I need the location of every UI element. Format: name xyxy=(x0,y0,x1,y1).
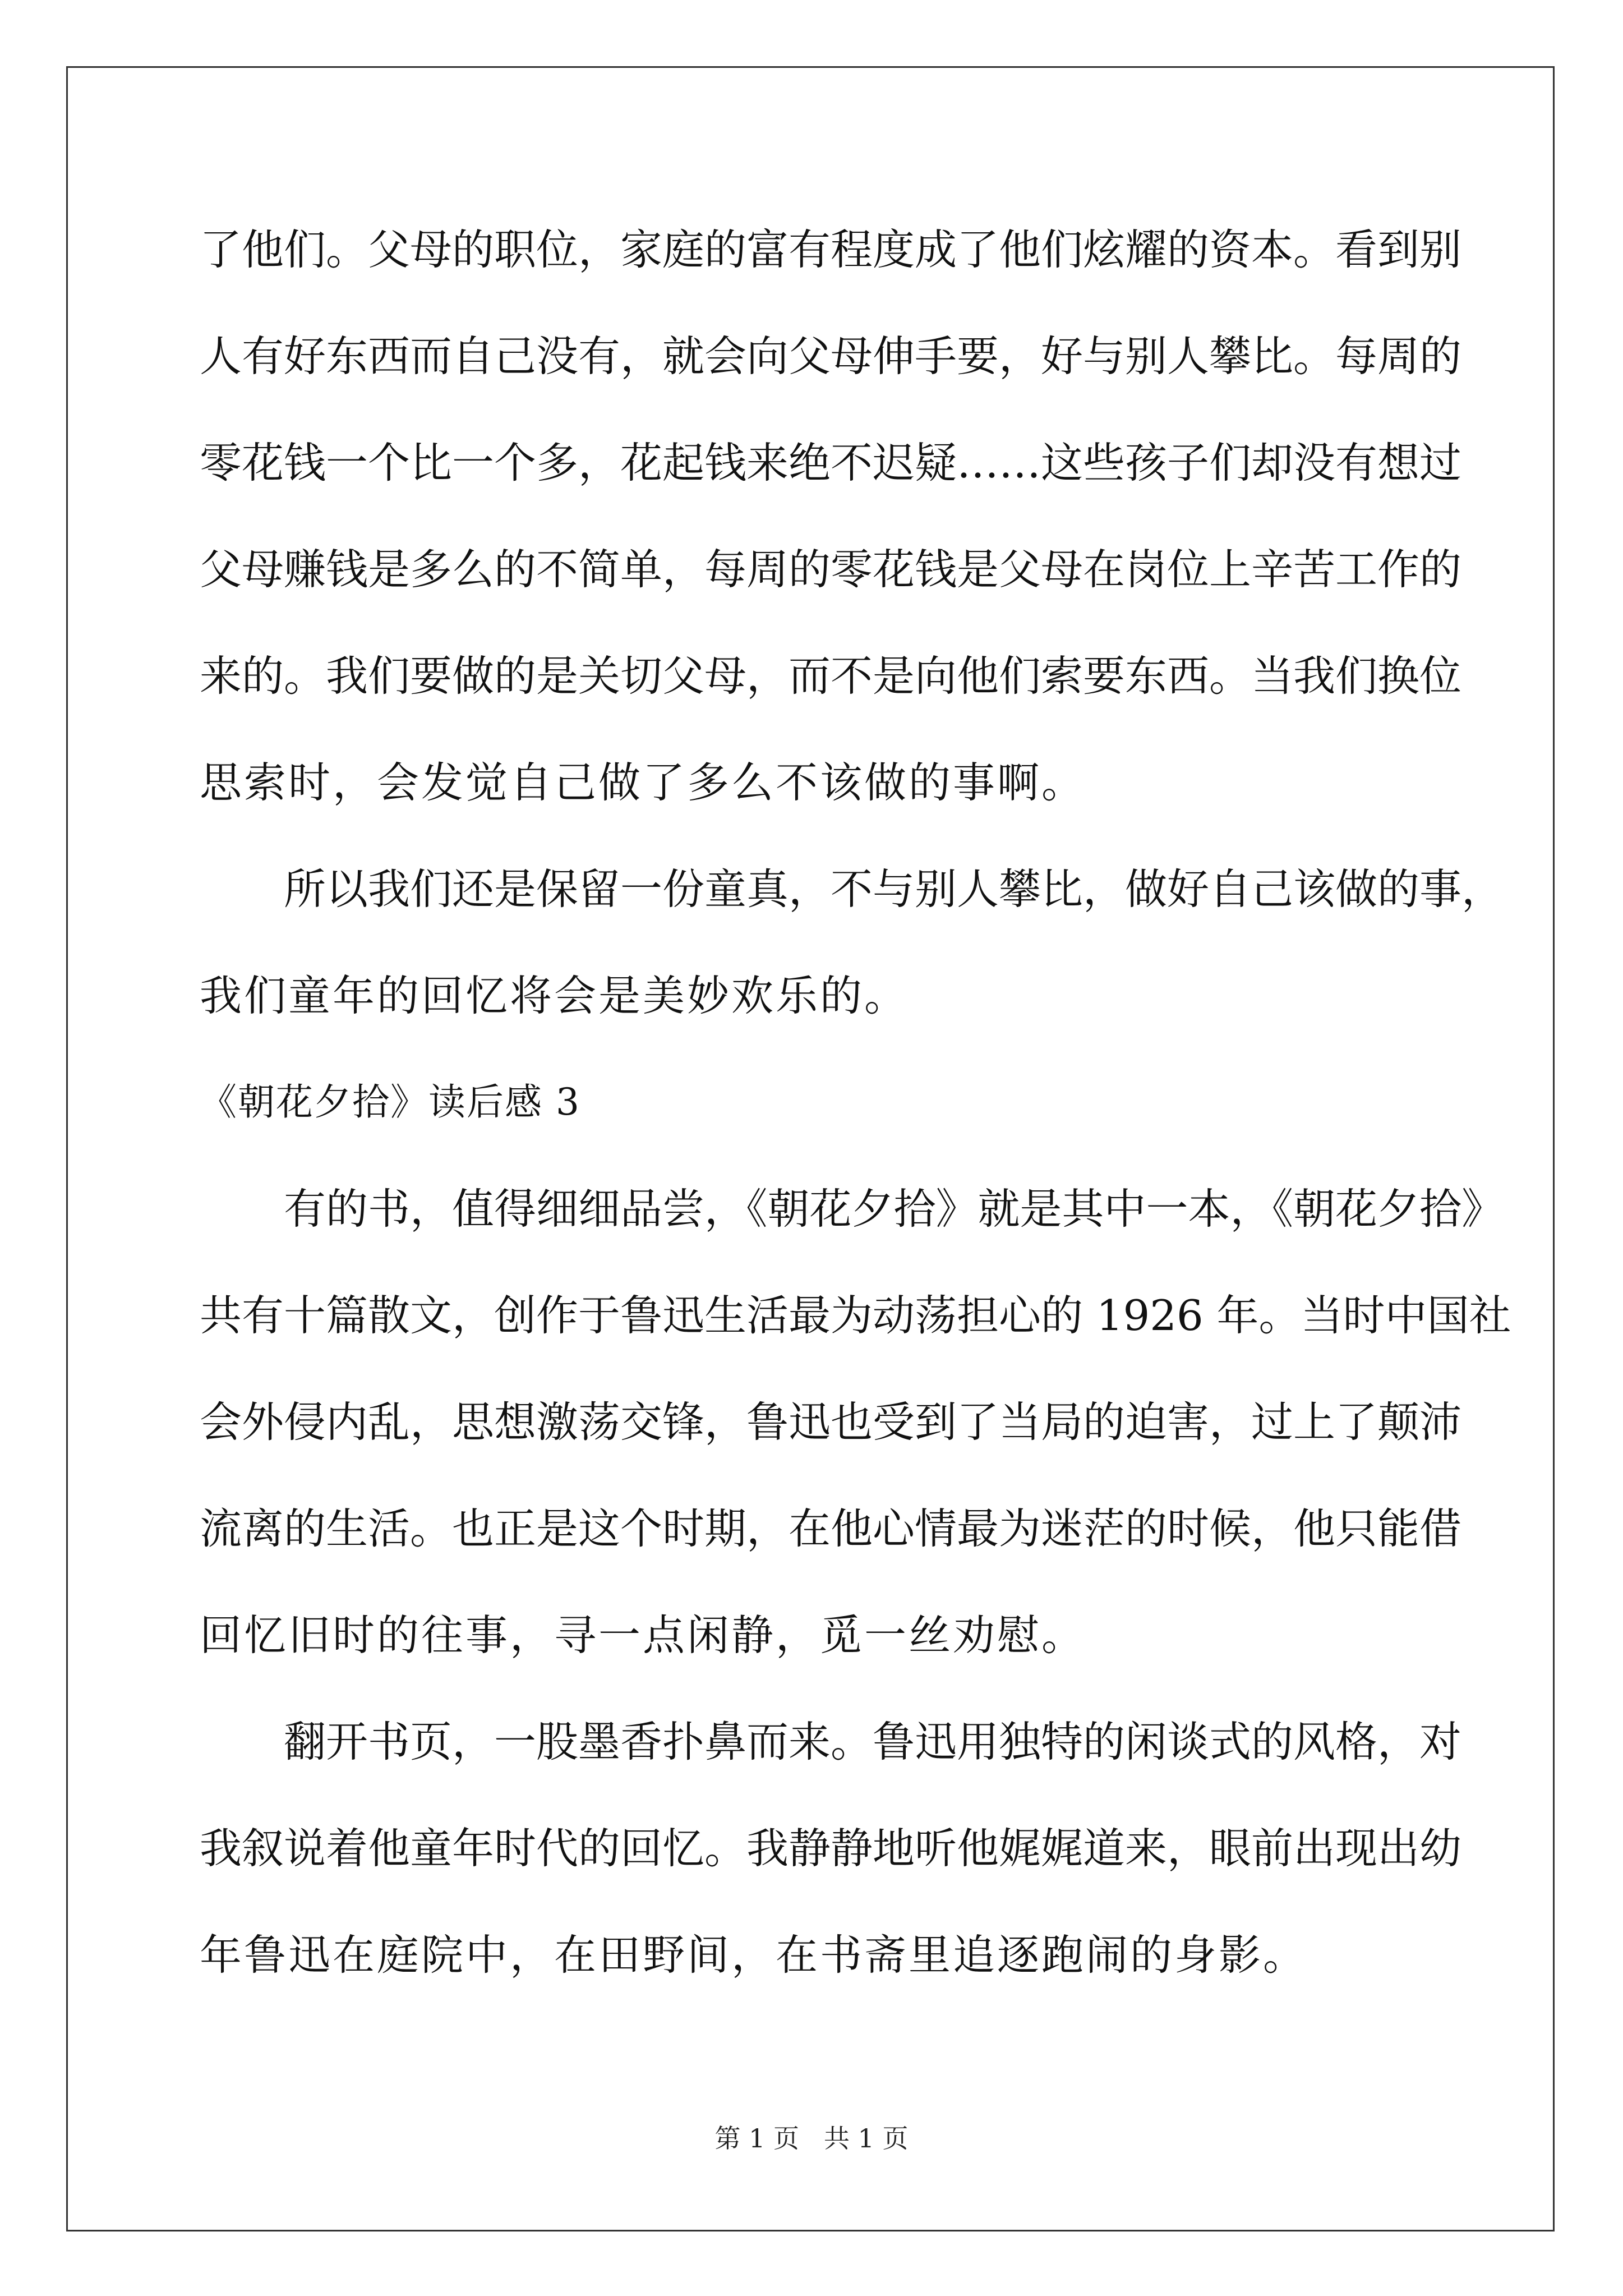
text-line: 父母赚钱是多么的不简单，每周的零花钱是父母在岗位上辛苦工作的 xyxy=(200,545,1462,594)
text-line: 回忆旧时的往事，寻一点闲静，觅一丝劝慰。 xyxy=(200,1611,1086,1660)
section-heading: 《朝花夕拾》读后感 3 xyxy=(200,1080,580,1124)
page-total: 共 1 页 xyxy=(824,2123,909,2154)
page-footer xyxy=(0,2122,1623,2155)
text-line: 思索时，会发觉自己做了多么不该做的事啊。 xyxy=(200,758,1086,807)
page-number: 第 1 页 xyxy=(714,2123,799,2154)
text-line: 共有十篇散文，创作于鲁迅生活最为动荡担心的 1926 年。当时中国社 xyxy=(200,1291,1511,1340)
text-line: 年鲁迅在庭院中，在田野间，在书斋里追逐跑闹的身影。 xyxy=(200,1930,1308,1980)
text-line: 零花钱一个比一个多，花起钱来绝不迟疑……这些孩子们却没有想过 xyxy=(200,438,1462,487)
text-line: 所以我们还是保留一份童真，不与别人攀比，做好自己该做的事， xyxy=(284,864,1504,914)
text-line: 会外侵内乱，思想激荡交锋，鲁迅也受到了当局的迫害，过上了颠沛 xyxy=(200,1397,1462,1447)
text-line: 翻开书页，一股墨香扑鼻而来。鲁迅用独特的闲谈式的风格，对 xyxy=(284,1717,1462,1766)
text-line: 了他们。父母的职位，家庭的富有程度成了他们炫耀的资本。看到别 xyxy=(200,225,1462,274)
text-line: 有的书，值得细细品尝，《朝花夕拾》就是其中一本，《朝花夕拾》 xyxy=(284,1184,1504,1234)
text-line: 来的。我们要做的是关切父母，而不是向他们索要东西。当我们换位 xyxy=(200,651,1462,701)
text-line: 人有好东西而自己没有，就会向父母伸手要，好与别人攀比。每周的 xyxy=(200,332,1462,381)
text-line: 我们童年的回忆将会是美妙欢乐的。 xyxy=(200,971,909,1020)
text-line: 流离的生活。也正是这个时期，在他心情最为迷茫的时候，他只能借 xyxy=(200,1504,1462,1553)
text-line: 我叙说着他童年时代的回忆。我静静地听他娓娓道来，眼前出现出幼 xyxy=(200,1824,1462,1873)
